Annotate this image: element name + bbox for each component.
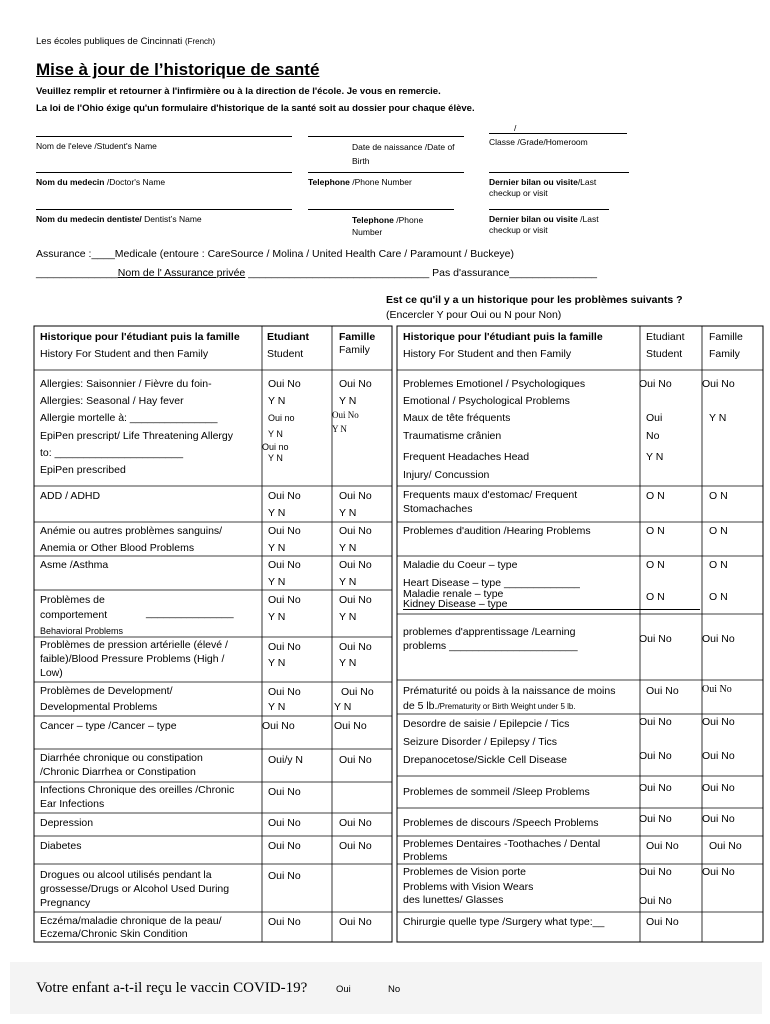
right-row-heart: Maladie du Coeur – type <box>403 559 518 571</box>
right-row-learning: problemes d'apprentissage /Learning <box>403 626 576 638</box>
depression-student[interactable]: Oui No <box>268 817 301 829</box>
sickle-family[interactable]: Oui No <box>702 750 735 762</box>
left-row-dev: Problèmes de Development/ <box>40 685 173 697</box>
phone2-label-bold: Telephone <box>352 215 394 225</box>
emotional-student[interactable]: Oui No <box>639 378 672 390</box>
right-row-learning-en: problems ______________________ <box>403 640 578 652</box>
right-row-seizure: Desordre de saisie / Epilepcie / Tics <box>403 718 570 730</box>
speech-student[interactable]: Oui No <box>639 813 672 825</box>
dentist-line[interactable] <box>36 209 292 210</box>
kidney-family[interactable]: O N <box>709 591 728 603</box>
left-head-col1: Historique pour l'étudiant puis la famille <box>40 331 240 343</box>
insurance-line: Assurance :____Medicale (entoure : CareSource / Molina / United Health Care / Paramount / Buckeye) <box>36 248 514 260</box>
left-row-behavior: Problèmes de <box>40 594 105 606</box>
question-line1: Est ce qu'il y a un historique pour les problèmes suivants ? <box>386 294 683 306</box>
right-row-speech: Problemes de discours /Speech Problems <box>403 817 599 829</box>
right-row-premature-2 <box>403 698 576 715</box>
right-row-concussion-en: Injury/ Concussion <box>403 469 490 481</box>
dentist-phone-line[interactable] <box>308 209 454 210</box>
vision-student[interactable]: Oui No <box>639 866 672 878</box>
dev-student-yn[interactable]: Y N <box>268 701 286 713</box>
right-row-glasses: des lunettes/ Glasses <box>403 894 504 906</box>
instruction-2: La loi de l'Ohio éxige qu'un formulaire d'historique de la santé soit au dossier pour chaque élève. <box>36 103 475 114</box>
right-row-premature-en: /Prematurity or Birth Weight under 5 lb. <box>437 702 576 711</box>
dob-line[interactable] <box>308 136 464 137</box>
right-head-family: Famille <box>709 331 743 343</box>
asthma-student-yn[interactable]: Y N <box>268 576 286 588</box>
right-row-trauma: Traumatisme crânien <box>403 430 502 442</box>
anemia-family-yn[interactable]: Y N <box>339 542 357 554</box>
right-row-stomach: Frequents maux d'estomac/ Frequent <box>403 489 578 501</box>
checkup-label <box>489 177 629 199</box>
ear-student[interactable]: Oui No <box>268 786 301 798</box>
right-row-emotional: Problemes Emotionel / Psychologiques <box>403 378 586 390</box>
adhd-student-yesno[interactable]: Oui No <box>268 490 301 502</box>
left-head-family: Famille <box>339 331 376 343</box>
checkup2-label-bold: Dernier bilan ou visite <box>489 214 578 224</box>
speech-family[interactable]: Oui No <box>702 813 735 825</box>
asthma-family-yn[interactable]: Y N <box>339 576 357 588</box>
kidney-student[interactable]: O N <box>646 591 665 603</box>
right-row-kidney-en: Kidney Disease – type <box>403 598 508 610</box>
class-line[interactable] <box>489 133 627 134</box>
dev-family-yn[interactable]: Y N <box>334 701 352 713</box>
right-row-kidney: Maladie renale – type <box>403 588 504 600</box>
phone-label-en: /Phone Number <box>349 177 412 187</box>
learning-family[interactable]: Oui No <box>702 633 735 645</box>
student-name-line[interactable] <box>36 136 292 137</box>
private-insurance-line <box>36 267 597 279</box>
dentist-label <box>36 214 202 224</box>
right-head-family-en: Family <box>709 348 740 360</box>
district-name <box>36 36 215 47</box>
left-row-bp-2: faible)/Blood Pressure Problems (High / <box>40 653 225 665</box>
right-head-col1-en: History For Student and then Family <box>403 348 572 360</box>
asthma-family-yesno[interactable]: Oui No <box>339 559 372 571</box>
epipen-student-yesno[interactable]: Oui no <box>262 442 289 452</box>
phone2-label <box>352 214 452 238</box>
lifethreat-family-yn[interactable]: Y N <box>332 424 347 434</box>
behavior-blank[interactable]: _______________ <box>146 607 234 619</box>
checkup2-label <box>489 214 629 236</box>
left-row-asthma: Asme /Asthma <box>40 559 109 571</box>
page-title: Mise à jour de l’historique de santé <box>36 60 320 79</box>
left-row-anemia: Anémie ou autres problèmes sanguins/ <box>40 525 223 537</box>
left-row-lifethreat: Allergie mortelle à: _______________ <box>40 412 218 424</box>
private-prefix: ______________ <box>36 267 118 279</box>
dentist-label-bold: Nom du medecin dentiste/ <box>36 214 142 224</box>
adhd-student-yn[interactable]: Y N <box>268 507 286 519</box>
phone2-label-en: /Phone Number <box>352 215 424 237</box>
left-row-ear: Infections Chronique des oreilles /Chronic <box>40 784 235 796</box>
left-row-behavior-2: comportement <box>40 609 108 621</box>
right-row-emotional-en: Emotional / Psychological Problems <box>403 395 570 407</box>
left-row-diarrhea-en: /Chronic Diarrhea or Constipation <box>40 766 196 778</box>
right-row-headache: Maux de tête fréquents <box>403 412 511 424</box>
right-row-dental-2: Problems <box>403 851 448 863</box>
seizure-family[interactable]: Oui No <box>702 716 735 728</box>
premature-student[interactable]: Oui No <box>646 685 679 697</box>
left-row-diarrhea: Diarrhée chronique ou constipation <box>40 752 203 764</box>
behavior-family-yn[interactable]: Y N <box>339 611 357 623</box>
anemia-student-yesno[interactable]: Oui No <box>268 525 301 537</box>
checkup-label-bold: Dernier bilan ou visite <box>489 177 578 187</box>
diabetes-family[interactable]: Oui No <box>339 840 372 852</box>
right-row-vision: Problemes de Vision porte <box>403 866 526 878</box>
kidney-blank-line[interactable] <box>403 609 700 610</box>
doctor-line[interactable] <box>36 172 292 173</box>
left-row-anemia-en: Anemia or Other Blood Problems <box>40 542 195 554</box>
premature-lb: de 5 lb. <box>403 700 438 712</box>
private-insurance-blank[interactable]: _______________________________ <box>245 267 430 279</box>
dev-family-yesno[interactable]: Oui No <box>341 686 374 698</box>
hearing-student[interactable]: O N <box>646 525 665 537</box>
left-row-adhd: ADD / ADHD <box>40 490 101 502</box>
covid-no-option[interactable]: No <box>388 984 401 995</box>
vision-family[interactable]: Oui No <box>702 866 735 878</box>
surgery-student[interactable]: Oui No <box>646 916 679 928</box>
doctor-phone-line[interactable] <box>308 172 464 173</box>
lifethreat-student-yn[interactable]: Y N <box>268 429 283 439</box>
left-row-lifethreat-en: EpiPen prescript/ Life Threatening Allergy <box>40 430 233 442</box>
left-row-eczema-en: Eczema/Chronic Skin Condition <box>40 928 188 940</box>
diarrhea-student[interactable]: Oui/y N <box>268 754 304 766</box>
left-row-dev-en: Developmental Problems <box>40 701 158 713</box>
right-head-col1: Historique pour l'étudiant puis la famille <box>403 331 603 343</box>
drugs-student[interactable]: Oui No <box>268 870 301 882</box>
left-row-ear-en: Ear Infections <box>40 798 105 810</box>
left-head-student: Etudiant <box>267 331 309 343</box>
learning-student[interactable]: Oui No <box>639 633 672 645</box>
sleep-student[interactable]: Oui No <box>639 782 672 794</box>
language-tag: (French) <box>184 37 216 46</box>
heart-student[interactable]: O N <box>646 559 665 571</box>
dob-label: Date de naissance /Date of Birth <box>352 142 455 166</box>
adhd-family-yesno[interactable]: Oui No <box>339 490 372 502</box>
bp-family-yn[interactable]: Y N <box>339 657 357 669</box>
behavior-student-yesno[interactable]: Oui No <box>268 594 301 606</box>
glasses-student[interactable]: Oui No <box>639 895 672 907</box>
eczema-student[interactable]: Oui No <box>268 916 301 928</box>
checkup2-label-en: /Last checkup or visit <box>489 214 599 235</box>
behavior-student-yn[interactable]: Y N <box>268 611 286 623</box>
checkup2-line[interactable] <box>489 209 609 210</box>
left-row-drugs-3: Pregnancy <box>40 897 91 909</box>
headache-student-oui[interactable]: Oui <box>646 412 663 424</box>
eczema-family[interactable]: Oui No <box>339 916 372 928</box>
behavior-family-yesno[interactable]: Oui No <box>339 594 372 606</box>
sickle-student[interactable]: Oui No <box>639 750 672 762</box>
no-insurance-label: Pas d'assurance_______________ <box>429 267 598 279</box>
covid-question: Votre enfant a-t-il reçu le vaccin COVID-19? <box>36 980 308 996</box>
sleep-family[interactable]: Oui No <box>702 782 735 794</box>
right-row-vision-en: Problems with Vision Wears <box>403 881 534 893</box>
left-row-drugs: Drogues ou alcool utilisés pendant la <box>40 869 212 881</box>
right-row-sleep: Problemes de sommeil /Sleep Problems <box>403 786 590 798</box>
left-row-bp: Problèmes de pression artérielle (élevé / <box>40 639 228 651</box>
left-head-student-en: Student <box>267 348 304 360</box>
left-row-depression: Depression <box>40 817 94 829</box>
diarrhea-family[interactable]: Oui No <box>339 754 372 766</box>
doctor-label <box>36 177 165 187</box>
doctor-label-bold: Nom du medecin <box>36 177 105 187</box>
bp-student-yn[interactable]: Y N <box>268 657 286 669</box>
right-row-surgery: Chirurgie quelle type /Surgery what type:__ <box>403 916 605 928</box>
right-row-sickle: Drepanocetose/Sickle Cell Disease <box>403 754 567 766</box>
heart-family[interactable]: O N <box>709 559 728 571</box>
checkup-label-en: /Last checkup or visit <box>489 177 597 198</box>
right-head-student-en: Student <box>646 348 683 360</box>
doctor-label-en: /Doctor's Name <box>104 177 166 187</box>
allergies-student-yn[interactable]: Y N <box>268 395 286 407</box>
right-row-premature: Prématurité ou poids à la naissance de moins <box>403 685 616 697</box>
stomach-student[interactable]: O N <box>646 490 665 502</box>
checkup-line[interactable] <box>489 172 629 173</box>
allergies-family-yesno[interactable]: Oui No <box>339 378 372 390</box>
anemia-family-yesno[interactable]: Oui No <box>339 525 372 537</box>
left-row-eczema: Eczéma/maladie chronique de la peau/ <box>40 915 222 927</box>
bp-student-yesno[interactable]: Oui No <box>268 641 301 653</box>
allergies-family-yn[interactable]: Y N <box>339 395 357 407</box>
right-head-student: Etudiant <box>646 331 685 343</box>
phone-label <box>308 177 412 187</box>
left-head-family-en: Family <box>339 344 370 356</box>
lifethreat-family-yesno[interactable]: Oui No <box>332 410 359 420</box>
headache-student-yn[interactable]: Y N <box>646 451 664 463</box>
right-row-hearing: Problemes d'audition /Hearing Problems <box>403 525 591 537</box>
class-slash: / <box>514 123 517 133</box>
depression-family[interactable]: Oui No <box>339 817 372 829</box>
class-label: Classe /Grade/Homeroom <box>489 137 588 147</box>
left-head-col1-en: History For Student and then Family <box>40 348 209 360</box>
headache-family-yn[interactable]: Y N <box>709 412 727 424</box>
dentist-label-en: Dentist’s Name <box>141 214 202 224</box>
left-row-behavior-en: Behavioral Problems <box>40 626 124 636</box>
stomach-family[interactable]: O N <box>709 490 728 502</box>
premature-family[interactable]: Oui No <box>702 684 732 695</box>
lifethreat-student-yesno[interactable]: Oui no <box>268 413 295 423</box>
question-line2: (Encercler Y pour Oui ou N pour Non) <box>386 309 562 321</box>
emotional-family[interactable]: Oui No <box>702 378 735 390</box>
left-row-diabetes: Diabetes <box>40 840 82 852</box>
right-row-stomach-en: Stomachaches <box>403 503 473 515</box>
right-row-headache-en: Frequent Headaches Head <box>403 451 530 463</box>
dental-family[interactable]: Oui No <box>709 840 742 852</box>
hearing-family[interactable]: O N <box>709 525 728 537</box>
right-row-heart-en: Heart Disease – type _____________ <box>403 577 580 589</box>
anemia-student-yn[interactable]: Y N <box>268 542 286 554</box>
left-row-bp-3: Low) <box>40 667 63 679</box>
cancer-student-yesno[interactable]: Oui No <box>262 720 295 732</box>
cancer-family-yesno[interactable]: Oui No <box>334 720 367 732</box>
private-insurance-label: Nom de l' Assurance privée <box>117 267 246 279</box>
asthma-student-yesno[interactable]: Oui No <box>268 559 301 571</box>
covid-yes-option[interactable]: Oui <box>336 984 351 995</box>
instruction-1: Veuillez remplir et retourner à l'infirmière ou à la direction de l'école. Je vous en remercie. <box>36 86 441 97</box>
bp-family-yesno[interactable]: Oui No <box>339 641 372 653</box>
diabetes-student[interactable]: Oui No <box>268 840 301 852</box>
seizure-student[interactable]: Oui No <box>639 716 672 728</box>
allergies-student-yesno[interactable]: Oui No <box>268 378 301 390</box>
district-text: Les écoles publiques de Cincinnati <box>36 36 183 47</box>
epipen-student-yn[interactable]: Y N <box>268 453 283 463</box>
left-row-lifethreat-to: to: ______________________ <box>40 447 184 459</box>
left-row-allergies: Allergies: Saisonnier / Fièvre du foin- <box>40 378 212 390</box>
right-row-seizure-en: Seizure Disorder / Epilepsy / Tics <box>403 736 558 748</box>
left-row-drugs-2: grossesse/Drugs or Alcohol Used During <box>40 883 230 895</box>
adhd-family-yn[interactable]: Y N <box>339 507 357 519</box>
dental-student[interactable]: Oui No <box>646 840 679 852</box>
left-row-allergies-en: Allergies: Seasonal / Hay fever <box>40 395 184 407</box>
headache-student-no[interactable]: No <box>646 430 660 442</box>
left-row-epipen: EpiPen prescribed <box>40 464 126 476</box>
dev-student-yesno[interactable]: Oui No <box>268 686 301 698</box>
student-name-label: Nom de l'eleve /Student's Name <box>36 141 157 151</box>
right-row-dental: Problemes Dentaires -Toothaches / Dental <box>403 838 601 850</box>
phone-label-bold: Telephone <box>308 177 350 187</box>
left-row-cancer: Cancer – type /Cancer – type <box>40 720 177 732</box>
